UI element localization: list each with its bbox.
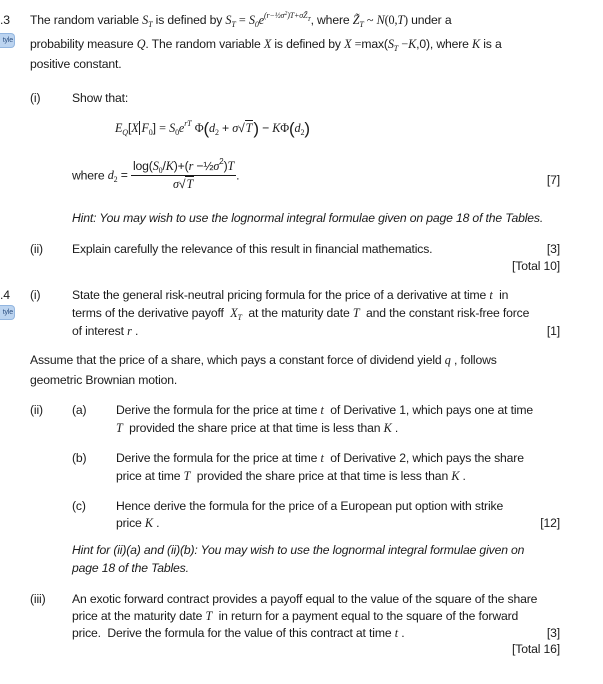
q3-total: [Total 10] bbox=[512, 259, 560, 273]
q4-total: [Total 16] bbox=[512, 642, 560, 656]
q4-part-i-label: (i) bbox=[30, 288, 41, 302]
q4-assume-line-2: geometric Brownian motion. bbox=[30, 373, 178, 387]
q4-hint-line-1: Hint for (ii)(a) and (ii)(b): You may wish to use the lognormal integral formulae given on bbox=[72, 543, 525, 557]
q3-intro-line-3: positive constant. bbox=[30, 57, 122, 71]
q3-intro-line-1: The random variable $S_T$ is defined by $S_T = S_0e^{(r-\frac{1}{2}\sigma^2)T+\sigma Z̃_T}$, where $Z̃_T$ ~ N(0,T) under a bbox=[30, 11, 452, 29]
q4-part-i-line-2: terms of the derivative payoff $X_T$ at the maturity date T and the constant risk-free force bbox=[72, 306, 530, 322]
q4-assume-line-1: Assume that the price of a share, which pays a constant force of dividend yield q , follows bbox=[30, 353, 497, 367]
text: is a bbox=[480, 37, 502, 51]
q3-d2-definition: where $d_2$ = $\frac{\log(S_0/K)+(r -\frac{1}{2}\sigma^2)T}{\sigma√T}$ . bbox=[72, 157, 240, 191]
q4-part-i-line-1: State the general risk-neutral pricing formula for the price of a derivative at time t in bbox=[72, 288, 509, 302]
q4-part-ii-marks: [12] bbox=[540, 516, 560, 530]
style-tag-q3[interactable]: tyle bbox=[0, 33, 15, 48]
formula-st: $S_T$ bbox=[225, 13, 236, 29]
q4-part-ii-c-line-1: Hence derive the formula for the price of a European put option with strike bbox=[116, 499, 504, 513]
q4-hint-line-2: page 18 of the Tables. bbox=[72, 561, 189, 575]
text: , where bbox=[429, 37, 473, 51]
formula-z: $Z̃_T$ bbox=[352, 13, 364, 29]
q4-part-iii-marks: [3] bbox=[546, 626, 560, 640]
q4-part-iii-line-2: price at the maturity date T in return for a payment equal to the square of the forward bbox=[72, 609, 519, 623]
q4-part-iii-label: (iii) bbox=[30, 592, 46, 606]
q3-equation-expectation: $E_Q[X$ $F_0] = S_0e^{rT}$ $\Phi(d_2 + \sigma√T) - K\Phi(d_2)$ bbox=[115, 119, 310, 138]
text: , where bbox=[310, 13, 353, 27]
q4-part-ii-a-line-1: Derive the formula for the price at time t of Derivative 1, which pays one at time bbox=[116, 403, 534, 417]
q3-part-i-marks: [7] bbox=[546, 173, 560, 187]
text: probability measure bbox=[30, 37, 137, 51]
text: is defined by bbox=[271, 37, 345, 51]
question-4-number: .4 bbox=[0, 288, 10, 302]
q4-part-ii-b-line-2: price at time T provided the share price at that time is less than K . bbox=[116, 469, 466, 483]
text: under a bbox=[407, 13, 452, 27]
q3-part-ii-marks: [3] bbox=[546, 242, 560, 256]
q4-part-ii-c-label: (c) bbox=[72, 499, 86, 513]
text: . The random variable bbox=[145, 37, 264, 51]
q4-part-i-line-3: of interest r . bbox=[72, 324, 139, 338]
q3-part-ii-text: Explain carefully the relevance of this result in financial mathematics. bbox=[72, 242, 433, 256]
where-label: where bbox=[72, 168, 105, 183]
d2-fraction: $\frac{\log(S_0/K)+(r -\frac{1}{2}\sigma^2)T}{\sigma√T}$ bbox=[132, 157, 235, 191]
q3-part-ii-label: (ii) bbox=[30, 242, 43, 256]
q4-part-i-marks: [1] bbox=[546, 324, 560, 338]
q4-part-ii-label: (ii) bbox=[30, 403, 43, 417]
q4-part-ii-b-label: (b) bbox=[72, 451, 87, 465]
question-3-number: .3 bbox=[0, 13, 10, 27]
text: is defined by bbox=[152, 13, 226, 27]
q4-part-ii-a-line-2: T provided the share price at that time is less than K . bbox=[116, 421, 399, 435]
q3-hint: Hint: You may wish to use the lognormal integral formulae given on page 18 of the Tables. bbox=[72, 211, 544, 225]
q3-part-i-label: (i) bbox=[30, 91, 41, 105]
style-tag-q4[interactable]: tyle bbox=[0, 305, 15, 320]
q4-part-ii-c-line-2: price K . bbox=[116, 516, 160, 530]
text: The random variable bbox=[30, 13, 143, 27]
q4-part-iii-line-1: An exotic forward contract provides a payoff equal to the value of the square of the share bbox=[72, 592, 538, 606]
q4-part-iii-line-3: price. Derive the formula for the value of this contract at time t . bbox=[72, 626, 405, 640]
q4-part-ii-b-line-1: Derive the formula for the price at time t of Derivative 2, which pays the share bbox=[116, 451, 524, 465]
q3-intro-line-2: probability measure Q. The random variable X is defined by $X =\max(S_T -K,0)$, where K is a bbox=[30, 37, 502, 53]
q4-part-ii-a-label: (a) bbox=[72, 403, 87, 417]
formula-x: $X =\max(S_T -K,0)$ bbox=[344, 37, 430, 53]
q3-part-i-text: Show that: bbox=[72, 91, 129, 105]
